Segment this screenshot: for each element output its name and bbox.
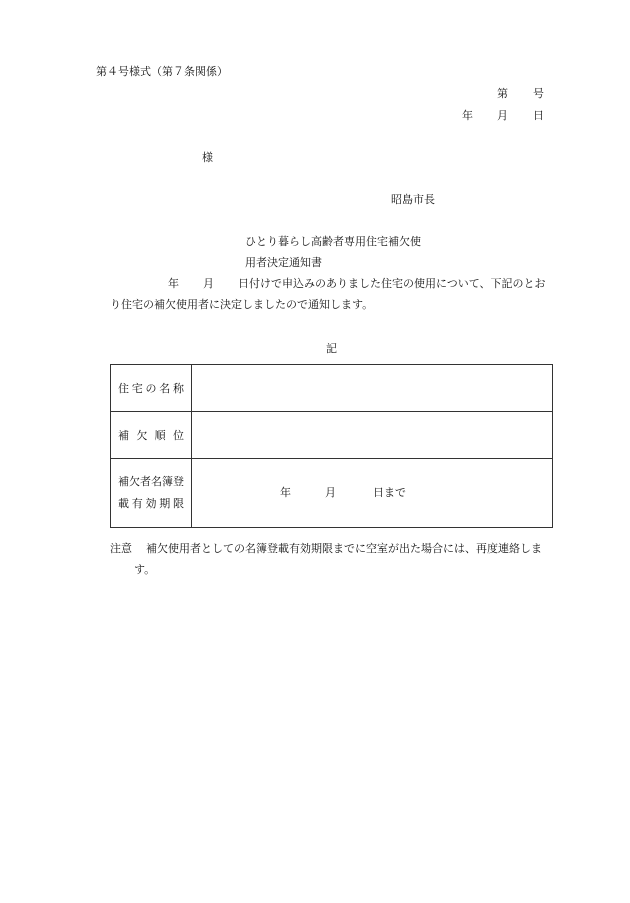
note-line1: 補欠使用者としての名簿登載有効期限までに空室が出た場合には、再度連絡しま [146,542,542,555]
label-char: 期 [159,497,171,510]
validity-day-until: 日まで [373,486,406,499]
body-year: 年 [168,277,179,290]
issuer-name: 昭島市長 [391,193,435,206]
form-number-label: 第４号様式（第７条関係） [96,65,228,78]
body-line2: り住宅の補欠使用者に決定しましたので通知します。 [110,298,374,311]
validity-year: 年 [280,486,291,499]
label-char: 位 [172,429,184,442]
validity-period-value [192,459,553,528]
table-row-validity-period [111,459,553,528]
validity-month: 月 [325,486,336,499]
label-char: 有 [131,497,143,510]
housing-name-label [111,365,192,412]
ki-heading: 記 [326,342,337,355]
validity-period-label [111,459,192,528]
label-char: 効 [145,497,157,510]
label-char: 称 [173,382,184,395]
table-row-waitlist-order [111,412,553,459]
label-char: 載 [118,497,129,510]
label-char: の [145,382,157,395]
date-year: 年 [462,109,473,122]
recipient-suffix: 様 [202,151,213,164]
date-month: 月 [497,109,508,122]
housing-name-value [192,365,553,412]
body-line1: 日付けで申込みのありました住宅の使用について、下記のとお [238,277,546,290]
note-line2: す。 [134,563,156,576]
validity-label-line1: 補欠者名簿登 [118,475,184,488]
note-label: 注意 [110,542,132,555]
document-title-line2: 用者決定通知書 [245,256,322,269]
document-number-go: 号 [533,87,544,100]
label-char: 補 [118,429,129,442]
table-row-housing-name [111,365,553,412]
label-char: 名 [159,382,171,395]
waitlist-order-value [192,412,553,459]
label-char: 住 [118,382,129,395]
waitlist-order-label [111,412,192,459]
date-day: 日 [533,109,544,122]
label-char: 限 [173,497,184,510]
label-char: 欠 [136,429,148,442]
label-char: 順 [154,429,166,442]
body-month: 月 [203,277,214,290]
label-char: 宅 [131,382,143,395]
document-title-line1: ひとり暮らし高齢者専用住宅補欠使 [245,235,421,248]
info-table [110,364,553,528]
document-number-dai: 第 [497,87,508,100]
